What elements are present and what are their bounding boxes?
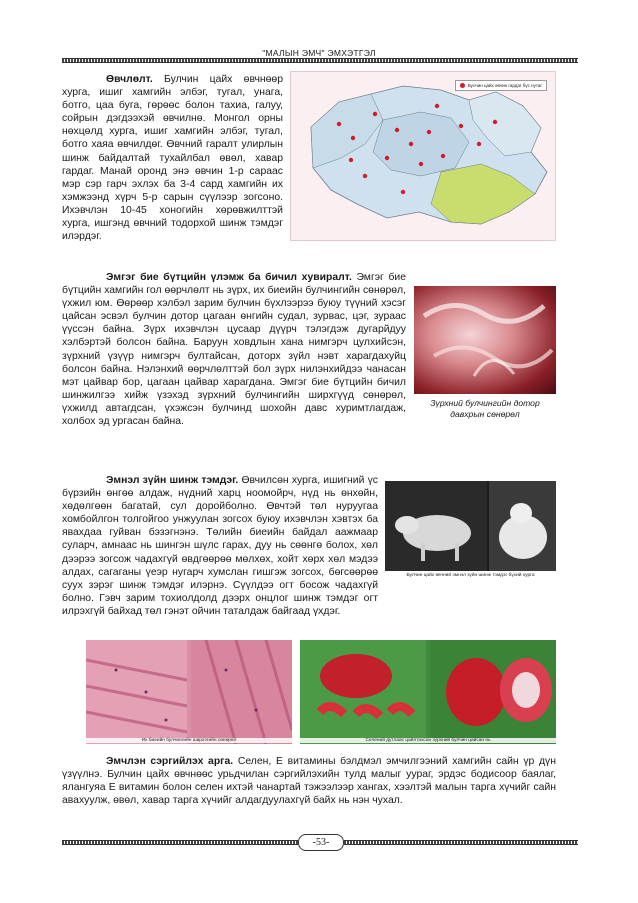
heart-caption: Зүрхний булчингийн дотор давхрын сөнөрөл: [430, 398, 540, 419]
paragraph-symptoms-head: [62, 474, 378, 618]
histology-caption: Их биеийн булчингийн ширхэгийн сөнөрөл: [86, 738, 292, 743]
treatment-heading: Эмчлэн сэргийлэх арга.: [106, 756, 234, 767]
map-legend-label: Булчин цайх өвчин гардаг бүс нутаг: [467, 83, 542, 88]
symptoms-heading: Эмнэл зүйн шинж тэмдэг.: [106, 475, 239, 486]
heart-interior-photo: [414, 286, 556, 394]
incidence-heading: Өвчлөлт.: [106, 74, 153, 85]
muscle-histology-photo: [86, 640, 292, 744]
mongolia-distribution-map: [290, 71, 556, 241]
heart-specimen-caption: Селений дутлаас цайлтахсан зүрхний булчин цайсан нь: [300, 738, 556, 743]
incidence-text: Булчин цайх өвчнөөр хурга, ишиг хамгийн элбэг, тугал, унага, ботго, цаа буга, гөрөөс болон тахиа, галуу, сойрын дэгдээхэй өвчилнө. Монгол орны нөхцөлд хурга, ишиг хамгийн элбэг, тугал, ботго хаяа өвчилдөг. Өвчний гаралт улирлын шинж байдалтай тухайлбал өвөл, хавар гардаг. Манай оронд энэ өвчин 1-р сараас мэр сэр гарч эхлэх ба 3-4 сард хамгийн их хэмжээнд хүрч 5-р сарын сүүлээр зогсоно. Ихэвчлэн 10-45 хоногийн хөрөвжилттэй хурга, ишгэнд өвчний тодорхой шинж тэмдэг илэрдэг.: [62, 74, 283, 243]
paragraph-incidence: [62, 73, 283, 243]
heart-specimen-photo: [300, 640, 556, 744]
header-divider: [62, 58, 578, 63]
running-header: "МАЛЫН ЭМЧ" ЭМХЭТГЭЛ: [262, 48, 376, 58]
pathology-heading: Эмгэг бие бүтцийн үлэмж ба бичил хувиралт.: [106, 272, 352, 283]
map-legend: [455, 80, 547, 91]
footer-divider-right: [344, 840, 578, 845]
treatment-text: Селен, Е витамины бэлдмэл эмчилгээний хамгийн сайн үр дүн үзүүлнэ. Булчин цайх өвчнөөс урьдчилан сэргийлэхийн тулд малыг уураг, эрдэс бодисоор баялаг, ялангуяа Е витамин болон селен ихтэй чанартай тэжээлээр хангах, хээлтэй малын тарга хүчийг сайн авахуулж, өвөл, хавар тарга хүчийг алдагдуулахгүй байх нь нэн чухал.: [62, 756, 556, 807]
symptoms-text: Өвчилсөн хурга, ишигний үс бүрзийн өнгөө алдаж, нүдний харц ноомойрч, нүд нь өнхөйн, хөдөлгөөн багатай, сул доройболно. Өвчтэй төл нуруугаа хомбойлгон толгойгоо унжуулан зогсох буюу ихэвчлэн хэвтэх ба явахдаа гуйван бэзэгнэнэ. Төлийн биеийн байдал аажмаар суларч, амнаас нь шингэн шүлс гарах, дуу нь сөөнгө болох, хөл дээрээ зогсож чадахгүй өвдгөөрөө мөлхөх, хойт хөрх хөл мэдээ алдах, сагаганы үеэр нугарч хумслан гишгэж зогсох, бөгсөөрөө суух зэрэг шинж тэмдэг илэрнэ. Сүүлдээ огт босож чадахгүй болно. Гэвч зарим тохиолдолд дээрх онцлог шинж тэмдэг огт илрэхгүй байхад төл гэнэт ойчин таталдаж байгаад үхдэг.: [62, 475, 378, 617]
paragraph-pathology: [62, 271, 406, 428]
lamb-photo-caption: Булчин цайх өвчний эмнэл зүйн шинж тэмдэг бүхий хурга: [406, 573, 535, 578]
footer-divider-left: [62, 840, 298, 845]
sick-lamb-photos: [385, 481, 556, 571]
paragraph-treatment: [62, 755, 556, 807]
map-graphic: [291, 72, 556, 241]
legend-dot-icon: [460, 83, 465, 88]
page-number: -53-: [298, 834, 344, 851]
pathology-text: Эмгэг бие бүтцийн хамгийн гол өөрчлөлт нь зүрх, их биеийн булчингийн сөнөрөл, үхжил юм. Өөрөөр хэлбэл зарим булчин бүхлээрээ буюу түүний хэсэг цайсан эсвэл булчин дотор цагаан өнгийн судал, зурвас, цэг, зураас үүссэн байна. Зүрх ихэвчлэн цусаар дүүрч тэлэгдэж дугарйдуу хэлбэртэй болсон байна. Баруун ховдлын хана нимгэрч цулхийсэн, зүрхний үзүүр нимгэрч бултайсан, доторх зүйл нэвт харагдахуйц болсон байна. Нэлэнхий өөрчлөлттэй бол зүрх нилэнхийдээ чанасан мэт цайвар бор, цагаан цайвар харагдана. Эмгэг бие бүтцийн бичил шинжилгээ хийж үзэхэд зүрхний булчингийн ширхгүүд сөнөрөл, үхжилд автагдсан, үхэжсэн булчинд шохойн давс хуримтлагдаж, холбох эд ургасан байна.: [62, 272, 406, 428]
